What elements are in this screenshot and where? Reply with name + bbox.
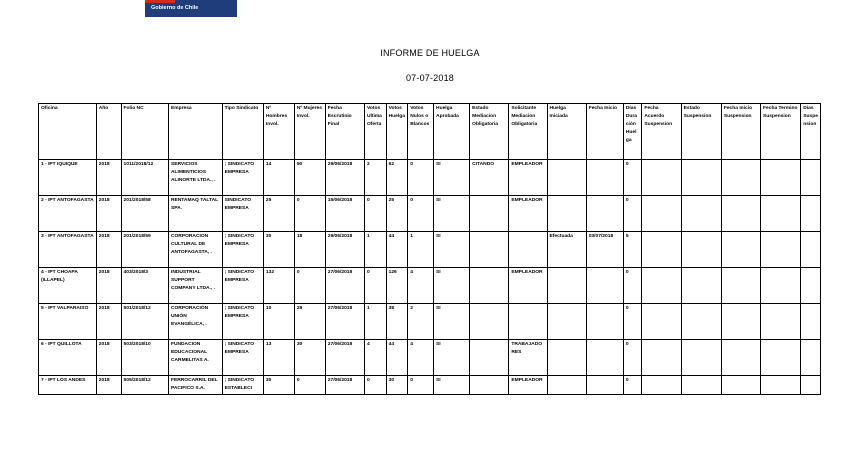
table-cell (470, 232, 509, 268)
table-cell: 3 - IPT ANTOFAGASTA (39, 232, 97, 268)
column-header: Nº Mujeres Invol. (294, 104, 325, 160)
column-header: Votos Huelga (386, 104, 408, 160)
table-cell: 201/2018/59 (121, 232, 168, 268)
table-cell: Efectuada (547, 232, 586, 268)
table-cell: SI (434, 340, 470, 376)
logo-red-stripe (145, 0, 175, 3)
column-header: Estado Mediacion Obligatoria (470, 104, 509, 160)
table-cell (681, 340, 721, 376)
table-cell: SI (434, 160, 470, 196)
table-cell: EMPLEADOR (509, 268, 547, 304)
table-cell: 0 (623, 268, 642, 304)
table-cell (547, 196, 586, 232)
table-cell: 0 (364, 376, 386, 395)
table-cell: 0 (623, 340, 642, 376)
table-cell (801, 268, 821, 304)
table-cell: 0 (294, 268, 325, 304)
table-cell (761, 160, 801, 196)
table-cell: 0 (294, 196, 325, 232)
table-cell: 503/2018/10 (121, 340, 168, 376)
table-cell: 0 (364, 268, 386, 304)
table-cell: 7 - IPT LOS ANDES (39, 376, 97, 395)
table-cell: 2018 (96, 196, 121, 232)
table-cell: 126 (386, 268, 408, 304)
table-cell (761, 340, 801, 376)
column-header: Votos Nulos o Blancos (408, 104, 434, 160)
table-cell: 29/06/2018 (325, 232, 364, 268)
table-cell (801, 196, 821, 232)
table-cell: 0 (623, 376, 642, 395)
government-logo (145, 0, 237, 17)
table-cell (470, 196, 509, 232)
column-header: Folio NC (121, 104, 168, 160)
table-cell: SERVICIOS ALIMENTICIOS ALINORTE LTDA., . (168, 160, 222, 196)
table-cell: 0 (623, 196, 642, 232)
table-cell (801, 304, 821, 340)
table-cell: 13 (263, 340, 294, 376)
column-header: Días Suspension (801, 104, 821, 160)
table-cell: 38 (386, 304, 408, 340)
table-row (39, 376, 821, 395)
table-cell (470, 304, 509, 340)
table-cell: 2018 (96, 268, 121, 304)
table-cell (681, 196, 721, 232)
column-header: Huelga Aprobada (434, 104, 470, 160)
table-cell: 30 (263, 232, 294, 268)
table-cell: 4 (408, 268, 434, 304)
column-header: Votos Ultima Oferta (364, 104, 386, 160)
table-cell: 14 (263, 160, 294, 196)
table-row (39, 268, 821, 304)
table-cell (721, 340, 760, 376)
table-cell (761, 376, 801, 395)
table-cell: 2 - IPT ANTOFAGASTA (39, 196, 97, 232)
table-cell (642, 340, 681, 376)
table-cell (681, 160, 721, 196)
table-cell: FUNDACION EDUCACIONAL CARMELITAS A. (168, 340, 222, 376)
table-cell (681, 232, 721, 268)
table-cell: 15/06/2018 (325, 196, 364, 232)
table-cell: 50 (294, 160, 325, 196)
table-cell: 2018 (96, 232, 121, 268)
table-cell: 0 (294, 376, 325, 395)
table-cell (642, 196, 681, 232)
strike-report-table (38, 103, 821, 395)
table-cell: 0 (408, 160, 434, 196)
table-cell: 27/06/2018 (325, 340, 364, 376)
table-cell: 29/06/2018 (325, 160, 364, 196)
table-cell: FERROCARRIL DEL PACIFICO S.A. (168, 376, 222, 395)
table-cell: ; SINDICATO ESTABLECI (222, 376, 263, 395)
table-cell (586, 160, 623, 196)
report-date: 07-07-2018 (405, 73, 455, 83)
column-header: Fecha Termino Suspension (761, 104, 801, 160)
table-cell: 2018 (96, 376, 121, 395)
table-cell: SI (434, 376, 470, 395)
table-cell: RENTAMAQ TALTAL SPA. (168, 196, 222, 232)
table-cell: ; SINDICATO EMPRESA (222, 304, 263, 340)
table-cell: 132 (263, 268, 294, 304)
table-cell: 27/06/2018 (325, 376, 364, 395)
column-header: Año (96, 104, 121, 160)
table-cell (642, 232, 681, 268)
table-cell (509, 232, 547, 268)
table-row (39, 340, 821, 376)
table-cell (470, 376, 509, 395)
table-row (39, 304, 821, 340)
header-row (39, 104, 821, 160)
table-cell (801, 340, 821, 376)
table-cell (761, 304, 801, 340)
column-header: Nº Hombres Invol. (263, 104, 294, 160)
table-cell: 4 (408, 340, 434, 376)
table-cell: 1 (364, 304, 386, 340)
table-cell: 1 - IPT IQUIQUE (39, 160, 97, 196)
table-cell: 6 - IPT QUILLOTA (39, 340, 97, 376)
column-header: Fecha Inicio (586, 104, 623, 160)
table-cell: CITANDO (470, 160, 509, 196)
column-header: Fecha Acuerdo Suspension (642, 104, 681, 160)
table-cell (801, 160, 821, 196)
table-cell: INDUSTRIAL SUPPORT COMPANY LTDA., . (168, 268, 222, 304)
column-header: Tipo Sindicato (222, 104, 263, 160)
table-cell (721, 376, 760, 395)
table-cell (801, 232, 821, 268)
table-cell (721, 232, 760, 268)
table-cell: 2 (364, 160, 386, 196)
table-cell: ; SINDICATO EMPRESA (222, 268, 263, 304)
column-header: Oficina (39, 104, 97, 160)
table-cell: 30 (386, 376, 408, 395)
column-header: Empresa (168, 104, 222, 160)
table-cell: SI (434, 304, 470, 340)
table-cell: ; SINDICATO EMPRESA (222, 232, 263, 268)
table-cell (470, 340, 509, 376)
table-cell (681, 268, 721, 304)
table-cell: 5 (623, 232, 642, 268)
table-cell: 0 (364, 196, 386, 232)
table-cell (547, 160, 586, 196)
table-cell: 30 (294, 340, 325, 376)
table-cell: 0 (623, 160, 642, 196)
table-cell: 1 (408, 232, 434, 268)
table-row (39, 160, 821, 196)
column-header: Fecha Inicio Suspension (721, 104, 760, 160)
table-row (39, 232, 821, 268)
table-cell: ; SINDICATO EMPRESA (222, 340, 263, 376)
column-header: Solicitante Mediacion Obligatoria (509, 104, 547, 160)
report-title: INFORME DE HUELGA (380, 48, 480, 58)
column-header: Estado Suspension (681, 104, 721, 160)
table-cell: 501/2018/12 (121, 304, 168, 340)
table-cell (761, 196, 801, 232)
table-cell (642, 376, 681, 395)
table-cell: 10 (263, 304, 294, 340)
table-cell: 0 (408, 196, 434, 232)
table-cell: 5 - IPT VALPARAISO (39, 304, 97, 340)
table-cell: 29 (294, 304, 325, 340)
table-cell (586, 376, 623, 395)
table-cell: 27/06/2018 (325, 304, 364, 340)
table-cell: EMPLEADOR (509, 196, 547, 232)
table-cell: 2018 (96, 340, 121, 376)
column-header: Días Duración Huelga (623, 104, 642, 160)
table-cell: EMPLEADOR (509, 160, 547, 196)
table-cell (761, 268, 801, 304)
table-cell (642, 268, 681, 304)
table-cell (586, 304, 623, 340)
table-cell: 25 (263, 196, 294, 232)
table-cell: 0 (408, 376, 434, 395)
table-cell: 2 (408, 304, 434, 340)
table-cell: 403/2018/3 (121, 268, 168, 304)
table-cell: SINDICATO EMPRESA (222, 196, 263, 232)
table-cell (801, 376, 821, 395)
table-cell: TRABAJADORES (509, 340, 547, 376)
table-cell: 27/06/2018 (325, 268, 364, 304)
table-cell: 505/2018/12 (121, 376, 168, 395)
table-cell (547, 268, 586, 304)
logo-text: Gobierno de Chile (151, 5, 199, 11)
table-cell (547, 376, 586, 395)
table-cell: 25 (386, 196, 408, 232)
table-cell: 4 - IPT CHOAPA (ILLAPEL) (39, 268, 97, 304)
table-cell (547, 304, 586, 340)
table-cell (586, 268, 623, 304)
table-cell (586, 340, 623, 376)
table-cell: EMPLEADOR (509, 376, 547, 395)
table-cell (721, 268, 760, 304)
table-cell (586, 196, 623, 232)
table-cell: SI (434, 268, 470, 304)
table-cell: 2018 (96, 160, 121, 196)
table-cell: 44 (386, 340, 408, 376)
table-cell: CORPORACIÓN UNIÓN EVANGÉLICA, . (168, 304, 222, 340)
table-cell (761, 232, 801, 268)
table-cell: 44 (386, 232, 408, 268)
column-header: Huelga Iniciada (547, 104, 586, 160)
table-row (39, 196, 821, 232)
table-cell: 62 (386, 160, 408, 196)
table-cell (721, 196, 760, 232)
table-cell (681, 304, 721, 340)
table-cell (547, 340, 586, 376)
table-cell: 1 (364, 232, 386, 268)
table-cell (721, 160, 760, 196)
table-cell (509, 304, 547, 340)
table-cell: 4 (364, 340, 386, 376)
table-cell (681, 376, 721, 395)
table-cell: 03/07/2018 (586, 232, 623, 268)
table-cell (721, 304, 760, 340)
table-cell: 18 (294, 232, 325, 268)
table-cell: ; SINDICATO EMPRESA (222, 160, 263, 196)
table-cell: 1011/2018/12 (121, 160, 168, 196)
table-cell: 2018 (96, 304, 121, 340)
table-cell: 30 (263, 376, 294, 395)
table-cell (642, 304, 681, 340)
table-cell: 201/2018/58 (121, 196, 168, 232)
table-cell: 0 (623, 304, 642, 340)
table-cell: SI (434, 196, 470, 232)
table-cell (470, 268, 509, 304)
column-header: Fecha Escrutinio Final (325, 104, 364, 160)
table-cell: CORPORACION CULTURAL DE ANTOFAGASTA, . (168, 232, 222, 268)
table-cell: SI (434, 232, 470, 268)
table-cell (642, 160, 681, 196)
